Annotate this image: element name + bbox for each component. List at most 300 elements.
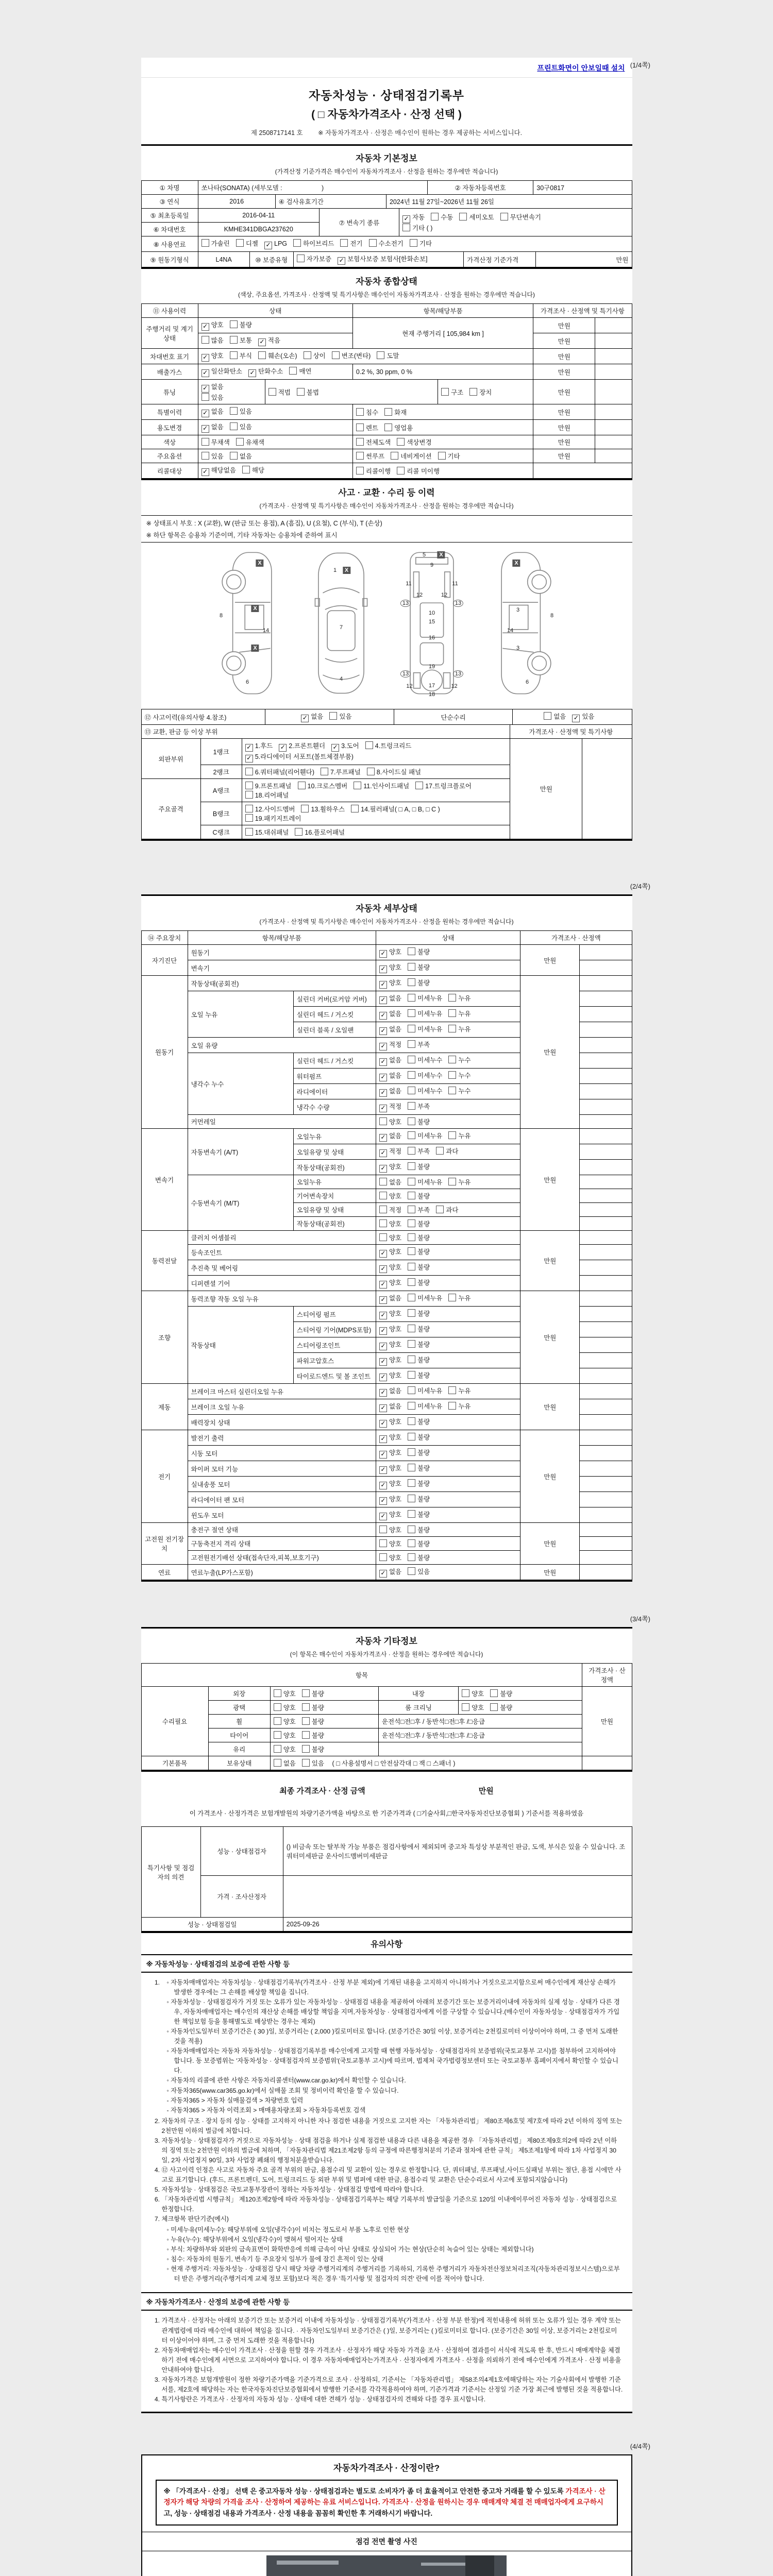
state-option: 리콜이행: [356, 466, 391, 476]
state-cell: [376, 1415, 520, 1430]
state-option: 불량: [408, 1219, 430, 1228]
state-option: 미세누유: [408, 1293, 442, 1302]
state-option: 양호: [379, 1525, 401, 1534]
table-row: [141, 725, 632, 739]
subitem-label: 스티어링 펌프: [293, 1307, 376, 1322]
checkbox: [438, 452, 446, 460]
checkbox: ✓: [379, 950, 387, 958]
checkbox: ✓: [379, 1165, 387, 1173]
state-option: ✓ 없음: [379, 1131, 401, 1142]
state-option: ✓ 적정: [379, 1040, 401, 1050]
install-link[interactable]: 프린트화면이 안보일때 설치: [537, 64, 625, 72]
table-row: [141, 1384, 632, 1399]
checkbox: [356, 467, 364, 474]
inspection-period: 2024년 11월 27일~2026년 11월 26일: [386, 195, 632, 209]
state-option: ✓ 양호: [379, 1324, 401, 1335]
final-price-unit: 만원: [478, 1787, 494, 1795]
price-unit: 만원: [533, 318, 595, 333]
panel-number: 18: [428, 691, 435, 698]
notice-bullet: - 자동차365 > 자동차 이력조회 > 매매용차량조회 > 자동차등록번호 검색: [166, 2106, 366, 2114]
state-cell: [376, 1099, 520, 1115]
checkbox: ✓: [245, 755, 253, 762]
notice-bullet: - 자동차365 > 자동차 실매물검색 > 차량번호 입력: [166, 2096, 304, 2104]
device-label: 변속기: [141, 1129, 188, 1231]
state-option: ✓ 해당없음: [201, 465, 236, 476]
price-unit: 만원: [520, 1384, 580, 1430]
item-label: 광택: [208, 1701, 270, 1715]
section-notice: [141, 1933, 632, 2413]
panel-number: 1: [333, 567, 337, 573]
price-unit: 만원: [520, 1523, 580, 1565]
checkbox: [274, 1745, 281, 1753]
doc-subtitle: ( □ 자동차가격조사 · 산정 선택 ): [311, 109, 462, 121]
section-subtitle: (가격조사 · 산정액 및 특기사항은 매수인이 자동차가격조사 · 산정을 원하는 경우에만 적습니다): [259, 918, 514, 925]
panel-number: 11: [452, 580, 458, 587]
panel-number: 15: [428, 618, 435, 625]
state-option: 불량: [408, 1262, 430, 1272]
state-option: ✓ 3.도어: [331, 741, 359, 752]
item-label: 등속조인트: [188, 1245, 376, 1260]
appraisal-text: 고, 성능 · 상태점검 내용과 가격조사 · 산정 내용을 꼼꼼히 확인한 후 거래하시기 바랍니다.: [163, 2510, 433, 2518]
state-option: 불량: [302, 1731, 324, 1740]
checkbox: ✓: [379, 1027, 387, 1035]
item-label: 디퍼렌셜 기어: [188, 1276, 376, 1291]
subitem-label: 냉각수 수량: [293, 1099, 376, 1115]
doc-title: 자동차성능 · 상태점검기록부: [308, 89, 465, 102]
checkbox: [415, 782, 423, 789]
checkbox: ✓: [201, 369, 209, 377]
checkbox: [298, 782, 306, 789]
fuel-options: [198, 236, 632, 252]
table-row: [141, 1430, 632, 1446]
group-label: 외판부위: [141, 739, 200, 779]
checkbox: [384, 408, 392, 416]
state-option: 상이: [304, 351, 326, 360]
state-option: ✓ 양호: [379, 1247, 401, 1258]
state-option: ✓ 양호: [379, 1479, 401, 1489]
group-label: 주요골격: [141, 779, 200, 839]
section-subtitle: (색상, 주요옵션, 가격조사 · 산정액 및 특기사항은 매수인이 자동차가격조사 · 산정을 원하는 경우에만 적습니다): [238, 291, 535, 298]
table-row: [141, 1715, 632, 1728]
notice-bullet: ◦ 자동차성능 · 상태점검자가 거짓 또는 오류가 있는 자동차성능 · 상태점검 내용을 제공하여 아래의 보증기간 또는 보증거리이내에 자동차의 실제 성능 · 상태가 다른 경우, 자동차매매업자는 매수인의 재산상 손해를 배상할 책임을 지며,자동차성능 · 상태점검자에게 이를 구상할 수 있습니다.(매수인이 자동차성능 · 상태점검자가 가입한 책임보험 등을 통해별도로 배상받는 경우는 제외): [174, 1997, 623, 2027]
state-option: 양호: [379, 1219, 401, 1228]
checkbox: [379, 1553, 387, 1561]
state-option: 적법: [268, 387, 291, 397]
state-cell: [376, 1160, 520, 1175]
panel-number: 4: [339, 675, 343, 682]
item-label: 연료누출(LP가스포함): [188, 1565, 376, 1580]
state-option: 12.사이드멤버: [245, 804, 295, 814]
checkbox: ✓: [331, 744, 339, 752]
state-option: 부족: [408, 1146, 430, 1156]
item-label: 동력조향 작동 오일 누유: [188, 1291, 376, 1307]
notice-item: 3. 자동차성능 · 상태점검자가 거짓으로 자동차성능 · 상태 점검을 하거나 실제 점검한 내용과 다른 내용을 제공한 경우 「자동차관리법」 제80조제9호의2에 따라 2년 이하의 징역 또는 2천만원 이하의 벌금에 처하며, 「자동차관리법 제21조제2항 등의 규정에 따른행정처분의 기준과 절차에 관한 규칙」 제5조제1항에 따라 1차 사업정지 30일, 2차 사업정지 90일, 3차 사업장 폐쇄의 행정처분을받습니다.: [162, 2136, 623, 2165]
state-cell: [376, 1322, 520, 1337]
state-option: 화재: [384, 408, 407, 417]
checkbox: ✓: [379, 1466, 387, 1474]
state-option: 하이브리드: [293, 239, 334, 248]
price-unit: 만원: [582, 1687, 632, 1756]
checkbox: [377, 351, 384, 359]
state-cell: [376, 1537, 520, 1551]
state-cell: [376, 945, 520, 960]
state-option: 부족: [408, 1205, 430, 1214]
device-label: 제동: [141, 1384, 188, 1430]
checkbox: [293, 239, 301, 247]
mileage-value: 현재 주행거리 [ 105,984 km ]: [352, 318, 533, 349]
item-label: 시동 모터: [188, 1446, 376, 1461]
state-option: 불량: [408, 962, 430, 972]
state-option: ✓ 없음: [379, 1386, 401, 1397]
checkbox: ✓: [264, 242, 272, 249]
checkbox: [230, 351, 238, 359]
checkbox: [408, 1433, 415, 1440]
state-option: 영업용: [384, 423, 413, 432]
state-option: 매연: [289, 366, 311, 376]
table-row: [141, 404, 632, 420]
checkbox: [230, 452, 238, 460]
item-label: 변속기: [188, 960, 376, 976]
rank-items: [242, 779, 510, 802]
state-option: ✓ 양호: [379, 1262, 401, 1273]
table-row: [141, 209, 632, 223]
x-mark: X: [512, 560, 520, 567]
checkbox: ✓: [201, 385, 209, 393]
checkbox: [408, 1294, 415, 1301]
checkbox: [302, 1731, 310, 1739]
state-option: 16.플로어패널: [295, 827, 345, 837]
checkbox: [408, 978, 415, 986]
checkbox: ✓: [379, 1374, 387, 1381]
legend-note-2: ※ 하단 항목은 승용차 기준이며, 기타 자동차는 승용차에 준하여 표시: [146, 532, 338, 539]
state-option: 불량: [408, 1162, 430, 1171]
state-option: 보통: [230, 335, 252, 345]
state-option: 불량: [490, 1703, 512, 1712]
table-row: [141, 252, 632, 267]
final-price-note: 이 가격조사 · 산정가격은 보험개발원의 차량기준가액을 바탕으로 한 기준가격과 ( □기술사회,□한국자동차진단보증협회 ) 기준서를 적용하였음: [189, 1810, 584, 1817]
state-cell: [459, 1687, 582, 1701]
row-label: 특별이력: [141, 404, 198, 420]
checkbox: ✓: [379, 1327, 387, 1335]
field-label: ⑦ 변속기 종류: [319, 209, 399, 236]
checkbox: [302, 1717, 310, 1725]
state-option: 불량: [408, 1233, 430, 1242]
subitem-label: 스티어링 기어(MDPS포함): [293, 1322, 376, 1337]
checkbox: [408, 1117, 415, 1125]
table-row: [141, 318, 632, 333]
legend-note-1: ※ 상태표시 부호 : X (교환), W (판금 또는 용접), A (흠집), U (요철), C (부식), T (손상): [141, 515, 632, 530]
checkbox: ✓: [201, 323, 209, 331]
checkbox: [379, 1206, 387, 1213]
checkbox: [245, 782, 253, 789]
state-cell: [376, 1461, 520, 1477]
section-appraisal-info: [141, 2454, 632, 2576]
checkbox: [329, 712, 337, 720]
state-cell: [376, 1217, 520, 1231]
state-option: 불량: [408, 1432, 430, 1442]
col-header: 항목/해당부품: [352, 304, 533, 318]
table-row: [141, 435, 632, 449]
state-cell: [376, 1231, 520, 1245]
state-option: 없음: [379, 1177, 401, 1187]
x-mark: X: [437, 551, 445, 558]
state-option: 불법: [297, 387, 319, 397]
state-option: 미세누유: [408, 1009, 442, 1018]
table-row: [141, 1687, 632, 1701]
checkbox: [354, 782, 361, 789]
checkbox: [369, 239, 377, 247]
price-unit: 만원: [520, 1129, 580, 1231]
checkbox: ✓: [379, 1281, 387, 1289]
state-option: ✓ 없음: [379, 1009, 401, 1020]
checkbox: [408, 1539, 415, 1547]
col-header: 가격조사 · 산정액 및 특기사항: [533, 304, 632, 318]
row-label: 색상: [141, 435, 198, 449]
checkbox: [201, 393, 209, 401]
panel-number: 12: [451, 683, 458, 690]
subitem-label: 작동상태(공회전): [293, 1217, 376, 1231]
checkbox: [302, 1703, 310, 1711]
state-option: 6.쿼터패널(리어휀다): [245, 767, 314, 776]
state-option: 있음: [201, 451, 224, 461]
rank-items: [242, 739, 510, 765]
notice-bullet: ◦ 부식: 차량하부와 외판의 금속표면이 화학반응에 의해 금속이 아닌 상태로 상실되어 가는 현상(단순히 녹슬어 있는 상태는 제외합니다): [174, 2245, 623, 2255]
state-option: 불량: [408, 1448, 430, 1457]
emission-values: 0.2 %, 30 ppm, 0 %: [352, 364, 533, 380]
checkbox: [408, 1479, 415, 1487]
field-label: ② 자동차등록번호: [428, 181, 533, 195]
panel-number: 3: [516, 606, 520, 613]
state-cell: [459, 1701, 582, 1715]
appraisal-text: ※ 「가격조사 · 산정」 선택 은 중고자동차 성능 · 상태점검과는 별도로 소비자가 좀 더 효율적이고 안전한 중고차 거래를 할 수 있도록: [163, 2487, 566, 2495]
state-option: 불량: [408, 1494, 430, 1503]
item-label: 작동상태(공회전): [188, 976, 376, 991]
state-cell: [270, 1742, 378, 1756]
section-title: 자동차 기타정보: [356, 1636, 417, 1646]
checkbox: [462, 1703, 469, 1711]
checkbox: ✓: [245, 744, 253, 752]
row-label: 배출가스: [141, 364, 198, 380]
checkbox: [408, 1309, 415, 1317]
checkbox: [302, 1745, 310, 1753]
state-option: 도말: [377, 351, 399, 360]
price-unit: 만원: [520, 1430, 580, 1523]
checkbox: [379, 1117, 387, 1125]
checkbox: ✓: [258, 338, 266, 346]
notice-bullet: ◦ 자동차365(www.car365.go.kr)에서 실매물 조회 및 정비이력 확인을 할 수 있습니다.: [174, 2086, 623, 2096]
col-header: 가격조사 · 산정액: [582, 1664, 632, 1687]
checkbox: [201, 452, 209, 460]
field-label: ④ 검사유효기간: [275, 195, 386, 209]
section-subtitle: (가격조사 · 산정액 및 특기사항은 매수인이 자동차가격조사 · 산정을 원하는 경우에만 적습니다): [259, 502, 514, 510]
device-label: 원동기: [141, 976, 188, 1129]
checkbox: [408, 1340, 415, 1348]
registration-number: 30구0817: [533, 181, 632, 195]
field-label: 가격산정 기준가격: [464, 252, 536, 267]
checkbox: ✓: [379, 1420, 387, 1428]
checkbox: [408, 1263, 415, 1270]
rank-label: C랭크: [200, 825, 242, 839]
table-row: [141, 349, 632, 364]
checkbox: [356, 452, 364, 460]
state-option: ✓ 양호: [379, 1432, 401, 1443]
panel-number: 17: [428, 682, 435, 689]
table-row: [141, 463, 632, 479]
state-option: 불량: [408, 1117, 430, 1126]
state-option: 있음: [329, 711, 351, 721]
section-detail: [141, 894, 632, 1582]
section-title: 자동차 세부상태: [356, 904, 417, 913]
checkbox: ✓: [379, 1570, 387, 1578]
appraiser-opinion: [283, 1876, 632, 1918]
panel-number: 12: [416, 592, 423, 599]
checkbox: ✓: [379, 965, 387, 973]
group-label: 기본품목: [141, 1756, 208, 1770]
row-label: 단순수리: [394, 709, 513, 725]
state-option: ✓ 양호: [379, 1417, 401, 1428]
state-option: ✓ 5.라디에이터 서포트(볼트체결부품): [245, 752, 354, 762]
checkbox: ✓: [379, 1404, 387, 1412]
item-label: 구동축전지 격리 상태: [188, 1537, 376, 1551]
subitem-label: 실린더 커버(로커암 커버): [293, 991, 376, 1007]
checkbox: [448, 1071, 456, 1079]
state-option: 전기: [340, 239, 362, 248]
field-label: ⑧ 사용연료: [141, 236, 198, 252]
checkbox: [295, 828, 303, 836]
checkbox: [297, 255, 305, 262]
panel-number: 19: [428, 663, 435, 670]
device-label: 연료: [141, 1565, 188, 1580]
state-option: 있음: [408, 1567, 430, 1576]
state-cell: [376, 1507, 520, 1523]
table-row: [141, 1291, 632, 1307]
state-option: 미세누수: [408, 1055, 442, 1064]
state-option: 부족: [408, 1101, 430, 1111]
state-option: ✓ 없음: [379, 1086, 401, 1097]
checkbox: ✓: [379, 1074, 387, 1081]
state-option: 리콜 미이행: [397, 466, 440, 476]
checkbox: [408, 1553, 415, 1561]
car-name: 쏘나타(SONATA) (세부모델 : ): [198, 181, 427, 195]
state-cell: [376, 1007, 520, 1022]
col-header: 가격조사 · 산정액 및 특기사항: [510, 725, 632, 739]
subitem-label: 오일유량 및 상태: [293, 1144, 376, 1160]
section-basic-info: [141, 144, 632, 269]
state-cell: [376, 1115, 520, 1129]
checkbox: [462, 1689, 469, 1697]
col-header: 항목: [141, 1664, 582, 1687]
item-label: 윈도우 모터: [188, 1507, 376, 1523]
checkbox: ✓: [379, 1358, 387, 1366]
subitem-label: 타이로드엔드 및 볼 조인트: [293, 1368, 376, 1384]
state-option: 불량: [302, 1717, 324, 1726]
price-unit: 만원: [520, 1291, 580, 1384]
doc-number: 제 2508717141 호: [250, 129, 303, 137]
checkbox: [408, 1009, 415, 1017]
checkbox: [408, 1371, 415, 1379]
checkbox: [367, 768, 375, 775]
section-subtitle: (이 항목은 매수인이 자동차가격조사 · 산정을 원하는 경우에만 적습니다): [290, 1651, 483, 1658]
state-option: 누수: [448, 1086, 470, 1095]
state-option: ✓ 없음: [379, 1071, 401, 1081]
checkbox: [402, 224, 410, 231]
checkbox: [448, 1131, 456, 1139]
state-option: 7.루프패널: [321, 767, 361, 776]
panel-number: 13: [400, 670, 411, 677]
checkbox: [201, 438, 209, 446]
state-option: 세미오토: [459, 212, 494, 222]
checkbox: ✓: [379, 1389, 387, 1397]
state-cell: [376, 1368, 520, 1384]
state-option: 10.크로스멤버: [298, 781, 348, 790]
state-option: 불량: [408, 1539, 430, 1548]
state-option: ✓ 없음: [379, 1293, 401, 1304]
rank-label: B랭크: [200, 802, 242, 825]
page-1: [0, 0, 773, 841]
state-option: ✓ 양호: [379, 1370, 401, 1381]
state-option: 누유: [448, 993, 470, 1003]
state-cell: [376, 1384, 520, 1399]
item-label: 충전구 절연 상태: [188, 1523, 376, 1537]
table-row: [141, 236, 632, 252]
row-label: 주요옵션: [141, 449, 198, 463]
item-label: 와이퍼 모터 기능: [188, 1461, 376, 1477]
state-option: 기타 ( ): [402, 223, 432, 232]
item-label: 수동변속기 (M/T): [188, 1175, 293, 1231]
state-cell: [376, 1129, 520, 1144]
subitem-label: 워터펌프: [293, 1069, 376, 1084]
checkbox: [448, 1294, 456, 1301]
checkbox: [242, 466, 250, 473]
checkbox: [408, 994, 415, 1002]
price-unit: 만원: [510, 739, 582, 839]
col-header: 항목/해당부품: [188, 931, 376, 945]
state-option: 구조: [441, 387, 463, 397]
checkbox: [274, 1717, 281, 1725]
state-option: ✓ 1.후드: [245, 741, 273, 752]
row-label: 용도변경: [141, 420, 198, 435]
rank-items: [242, 802, 510, 825]
rank-items: [242, 825, 510, 839]
checkbox: ✓: [201, 354, 209, 362]
state-option: 미세누수: [408, 1071, 442, 1080]
warranty-options: [293, 252, 463, 267]
service-note: ※ 자동차가격조사 · 산정은 매수인이 원하는 경우 제공하는 서비스입니다.: [318, 129, 523, 137]
state-cell: [376, 1337, 520, 1353]
state-option: 없음: [274, 1758, 296, 1768]
state-cell: [270, 1701, 378, 1715]
price-unit: 만원: [520, 945, 580, 976]
subitem-label: 실린더 헤드 / 거스킷: [293, 1053, 376, 1069]
state-option: 불량: [408, 947, 430, 956]
basic-items: 없음 있음 ( □ 사용설명서 □ 안전삼각대 □ 잭 □ 스패너 ): [270, 1756, 582, 1770]
state-option: 불량: [230, 320, 252, 329]
state-cell: [376, 1477, 520, 1492]
checkbox: [408, 1402, 415, 1410]
checkbox: [408, 1025, 415, 1032]
checkbox: [301, 805, 309, 812]
item-label: 내장: [378, 1687, 458, 1701]
x-mark: X: [256, 560, 263, 567]
checkbox: [408, 1386, 415, 1394]
state-option: 침수: [356, 408, 378, 417]
checkbox: [274, 1703, 281, 1711]
device-label: 자기진단: [141, 945, 188, 976]
price-unit: 만원: [520, 1565, 580, 1580]
page-4: [0, 2434, 773, 2576]
field-label: ⑨ 원동기형식: [141, 252, 198, 267]
checkbox: [408, 1355, 415, 1363]
